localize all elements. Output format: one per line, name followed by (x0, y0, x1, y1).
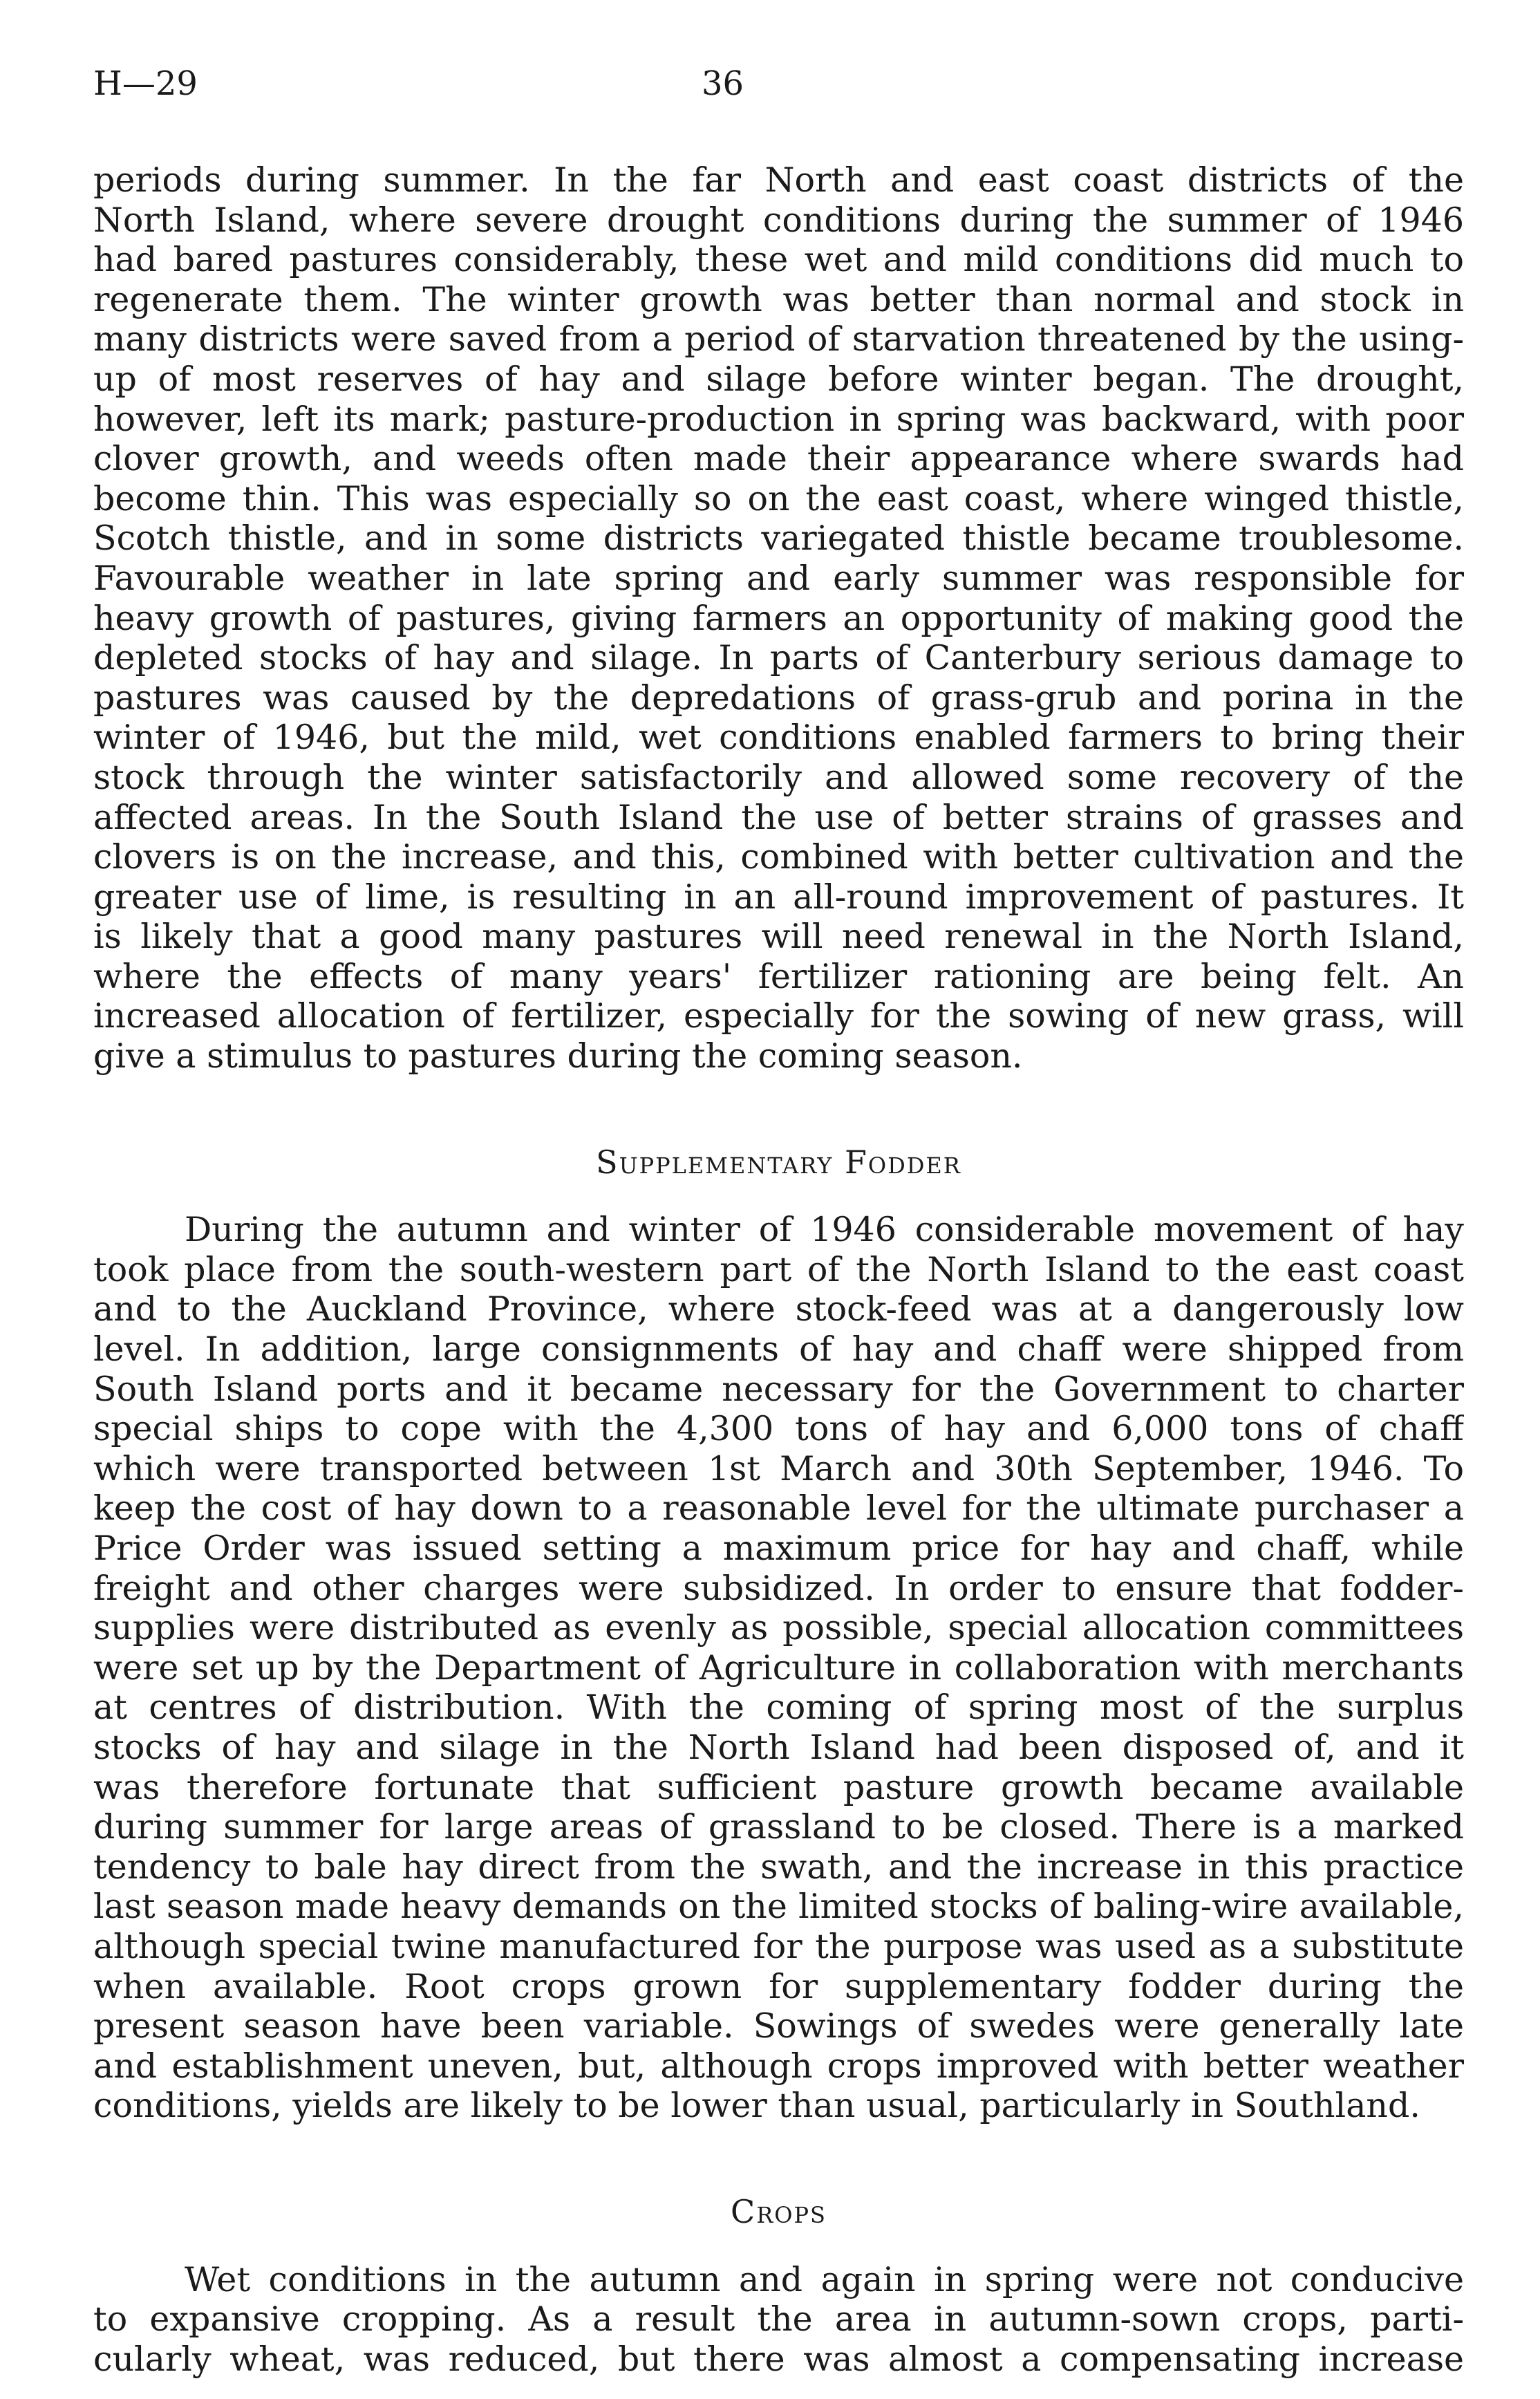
text-line: is likely that a good many pastures will need renewal in the North Island, (93, 917, 1464, 957)
text-line: greater use of lime, is resulting in an all-round improvement of pastures. It (93, 877, 1464, 917)
text-line: during summer for large areas of grassland to be closed. There is a marked (93, 1807, 1464, 1847)
text-line: was therefore fortunate that sufficient pasture growth became available (93, 1767, 1464, 1807)
text-line: took place from the south-western part of the North Island to the east coast (93, 1249, 1464, 1289)
spacer (93, 2232, 1464, 2260)
text-line: affected areas. In the South Island the use of better strains of grasses and (93, 797, 1464, 837)
text-line: keep the cost of hay down to a reasonable level for the ultimate purchaser a (93, 1488, 1464, 1529)
text-line: to expansive cropping. As a result the area in autumn-sown crops, parti- (93, 2299, 1464, 2340)
text-line: become thin. This was especially so on the east coast, where winged thistle, (93, 478, 1464, 519)
text-line: pastures was caused by the depredations of grass-grub and porina in the (93, 678, 1464, 718)
text-line: many districts were saved from a period of starvation threatened by the using- (93, 319, 1464, 360)
text-line: which were transported between 1st March and 30th September, 1946. To (93, 1448, 1464, 1488)
text-line: heavy growth of pastures, giving farmers an opportunity of making good the (93, 598, 1464, 638)
text-line: give a stimulus to pastures during the coming season. (93, 1036, 1023, 1076)
text-line: supplies were distributed as evenly as possible, special allocation committees (93, 1608, 1464, 1648)
text-line: clovers is on the increase, and this, combined with better cultivation and the (93, 837, 1464, 877)
text-line: and establishment uneven, but, although crops improved with better weather (93, 2046, 1464, 2086)
text-line: although special twine manufactured for the purpose was used as a substitute (93, 1926, 1464, 1966)
text-line: Wet conditions in the autumn and again in spring were not conducive (185, 2259, 1464, 2299)
text-line: periods during summer. In the far North and east coast districts of the (93, 160, 1464, 200)
text-line: increased allocation of fertilizer, especially for the sowing of new grass, will (93, 996, 1464, 1036)
text-line: present season have been variable. Sowings of swedes were generally late (93, 2006, 1464, 2046)
spacer (93, 2126, 1464, 2192)
section-heading-crops: Crops (731, 2192, 827, 2230)
section-heading-supplementary-fodder: Supplementary Fodder (596, 1143, 961, 1181)
text-line: tendency to bale hay direct from the swath, and the increase in this practice (93, 1847, 1464, 1887)
text-line: Price Order was issued setting a maximum price for hay and chaff, while (93, 1529, 1464, 1568)
text-line: North Island, where severe drought conditions during the summer of 1946 (93, 200, 1464, 240)
text-line: when available. Root crops grown for supplementary fodder during the (93, 1966, 1464, 2006)
text-line: and to the Auckland Province, where stock-feed was at a dangerously low (93, 1289, 1464, 1329)
text-line: South Island ports and it became necessary for the Government to charter (93, 1369, 1464, 1409)
paragraph-pastures (93, 160, 1464, 1076)
text-line: clover growth, and weeds often made their appearance where swards had (93, 439, 1464, 479)
document-code: H—29 (93, 64, 198, 103)
text-line: last season made heavy demands on the limited stocks of baling-wire available, (93, 1887, 1464, 1927)
spacer (93, 1182, 1464, 1210)
text-line: were set up by the Department of Agriculture in collaboration with merchants (93, 1647, 1464, 1688)
page-number: 36 (702, 64, 744, 103)
text-line: conditions, yields are likely to be lower than usual, particularly in Southland. (93, 2086, 1420, 2126)
text-line: During the autumn and winter of 1946 considerable movement of hay (185, 1210, 1464, 1250)
text-line: up of most reserves of hay and silage before winter began. The drought, (93, 359, 1464, 399)
text-line: depleted stocks of hay and silage. In parts of Canterbury serious damage to (93, 638, 1464, 678)
text-line: however, left its mark; pasture-production in spring was backward, with poor (93, 399, 1464, 439)
text-line: stocks of hay and silage in the North Island had been disposed of, and it (93, 1727, 1464, 1767)
text-line: cularly wheat, was reduced, but there was almost a compensating increase (93, 2339, 1464, 2379)
text-line: stock through the winter satisfactorily and allowed some recovery of the (93, 757, 1464, 797)
paragraph-supplementary-fodder (93, 1210, 1464, 2126)
page-content (93, 160, 1464, 2379)
text-line: where the effects of many years' fertilizer rationing are being felt. An (93, 956, 1464, 996)
text-line: had bared pastures considerably, these wet and mild conditions did much to (93, 240, 1464, 280)
spacer (93, 1076, 1464, 1143)
text-line: at centres of distribution. With the coming of spring most of the surplus (93, 1688, 1464, 1728)
text-line: Favourable weather in late spring and early summer was responsible for (93, 558, 1464, 598)
text-line: regenerate them. The winter growth was better than normal and stock in (93, 279, 1464, 319)
text-line: freight and other charges were subsidized. In order to ensure that fodder- (93, 1568, 1464, 1608)
page-header (93, 59, 1464, 108)
text-line: winter of 1946, but the mild, wet conditions enabled farmers to bring their (93, 718, 1464, 758)
text-line: Scotch thistle, and in some districts variegated thistle became troublesome. (93, 519, 1464, 559)
text-line: special ships to cope with the 4,300 tons of hay and 6,000 tons of chaff (93, 1409, 1464, 1449)
paragraph-crops (93, 2260, 1464, 2380)
text-line: level. In addition, large consignments of hay and chaff were shipped from (93, 1329, 1464, 1370)
